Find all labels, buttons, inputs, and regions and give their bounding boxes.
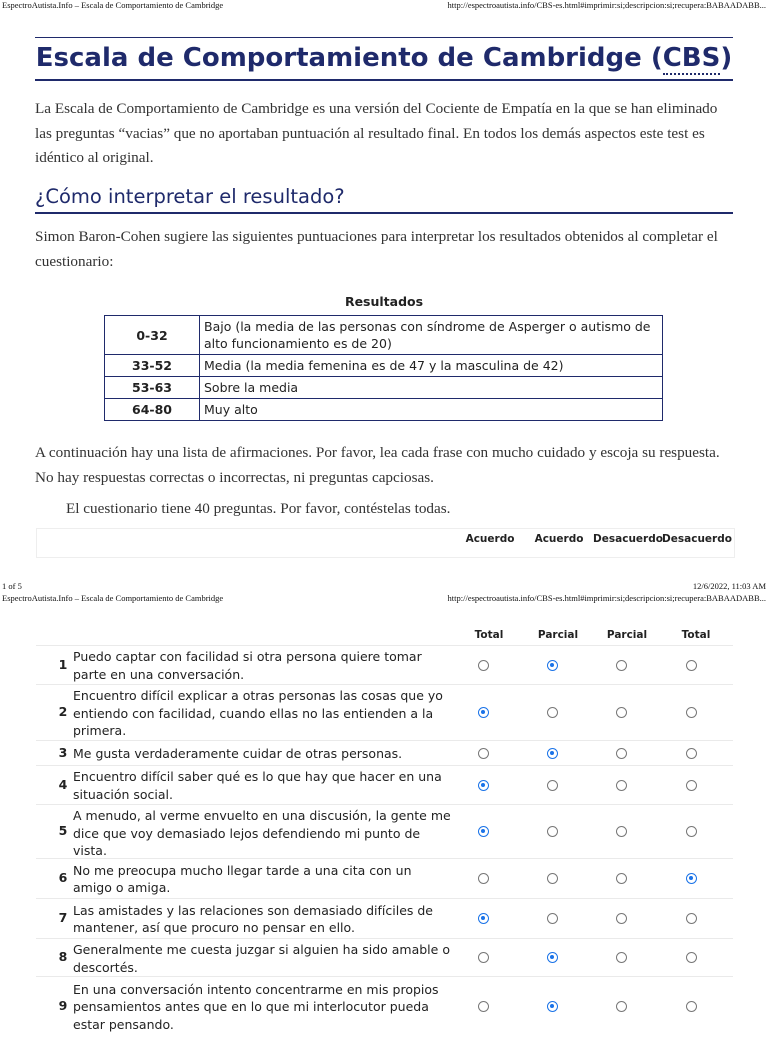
answer-radio[interactable] [616, 873, 627, 884]
answer-header-label: Desacuerdo [593, 533, 663, 545]
answer-radio[interactable] [478, 913, 489, 924]
answer-radio[interactable] [686, 913, 697, 924]
answer-radio[interactable] [478, 873, 489, 884]
answer-header-label: Acuerdo [465, 533, 515, 545]
header-url: http://espectroautista.info/CBS-es.html#imprimir:si;descripcion:si;recupera:BABAADABB... [447, 593, 766, 603]
question-text: Encuentro difícil explicar a otras personas las cosas que yo entiendo con facilidad, cuando ellas no las entienden a la primera. [73, 688, 443, 738]
question-row [36, 858, 733, 899]
answer-radio[interactable] [686, 826, 697, 837]
answer-radio[interactable] [547, 913, 558, 924]
results-row [105, 377, 663, 399]
question-number: 3 [58, 744, 68, 760]
results-row [105, 355, 663, 377]
instructions-paragraph: A continuación hay una lista de afirmaciones. Por favor, lea cada frase con mucho cuidado y escoja su respuesta. No hay respuestas correctas o incorrectas, ni preguntas capciosas. [35, 444, 720, 486]
footer-page-number: 1 of 5 [2, 581, 22, 591]
question-row [36, 804, 733, 859]
answer-radio[interactable] [478, 660, 489, 671]
answer-radio[interactable] [547, 707, 558, 718]
answer-header-label: Desacuerdo [662, 533, 732, 545]
answer-radio[interactable] [478, 748, 489, 759]
results-description: Muy alto [200, 399, 663, 421]
question-number: 4 [58, 776, 68, 792]
title-abbreviation: CBS [662, 43, 721, 73]
header-site-title: EspectroAutista.Info – Escala de Comportamiento de Cambridge [2, 0, 224, 10]
answer-radio[interactable] [547, 873, 558, 884]
answer-header-label: Acuerdo [534, 533, 584, 545]
answer-header-label: Total [681, 629, 711, 641]
page-title: Escala de Comportamiento de Cambridge (CBS) [35, 37, 733, 81]
question-text: Generalmente me cuesta juzgar si alguien ha sido amable o descortés. [73, 942, 450, 975]
question-row [36, 938, 733, 977]
question-text: Me gusta verdaderamente cuidar de otras personas. [73, 745, 403, 761]
page-footer [0, 581, 768, 592]
answer-header-label: Parcial [537, 629, 579, 641]
question-row [36, 645, 733, 685]
answer-radio[interactable] [478, 780, 489, 791]
question-number: 7 [58, 910, 68, 925]
question-number: 5 [58, 823, 68, 838]
results-description: Media (la media femenina es de 47 y la masculina de 42) [200, 355, 663, 377]
answer-radio[interactable] [547, 780, 558, 791]
question-row [36, 898, 733, 939]
answer-radio[interactable] [616, 780, 627, 791]
answer-radio[interactable] [686, 707, 697, 718]
answer-radio[interactable] [616, 913, 627, 924]
results-range: 64-80 [105, 399, 200, 421]
answer-radio[interactable] [686, 748, 697, 759]
question-count-note: El cuestionario tiene 40 preguntas. Por favor, contéstelas todas. [66, 500, 451, 517]
question-text: No me preocupa mucho llegar tarde a una cita con un amigo o amiga. [73, 862, 412, 895]
question-row [36, 765, 733, 805]
results-row [105, 316, 663, 355]
question-number: 8 [58, 949, 68, 964]
answer-radio[interactable] [478, 826, 489, 837]
answer-radio[interactable] [686, 1001, 697, 1012]
answer-radio[interactable] [478, 1001, 489, 1012]
answer-header-top [36, 528, 735, 558]
answer-radio[interactable] [547, 660, 558, 671]
intro-paragraph: La Escala de Comportamiento de Cambridge es una versión del Cociente de Empatía en la que se han eliminado las preguntas “vacias” que no aportaban puntuación al resultado final. En todos los demás aspectos este test es idéntico al original. [35, 100, 718, 166]
answer-radio[interactable] [686, 952, 697, 963]
interpret-paragraph: Simon Baron-Cohen sugiere las siguientes puntuaciones para interpretar los resultados obtenidos al completar el cuestionario: [35, 228, 718, 270]
page-header [0, 0, 768, 11]
question-number: 9 [58, 998, 68, 1013]
question-text: En una conversación intento concentrarme en mis propios pensamientos antes que en lo que mi interlocutor pueda estar pensando. [73, 981, 439, 1032]
question-text: A menudo, al verme envuelto en una discusión, la gente me dice que voy demasiado lejos defendiendo mi punto de vista. [73, 808, 451, 858]
answer-radio[interactable] [547, 826, 558, 837]
answer-radio[interactable] [686, 780, 697, 791]
question-text: Puedo captar con facilidad si otra persona quiere tomar parte en una conversación. [73, 649, 422, 682]
question-text: Las amistades y las relaciones son demasiado difíciles de mantener, así que procuro no pensar en ello. [73, 902, 433, 935]
question-number: 2 [58, 704, 68, 719]
results-caption: Resultados [344, 294, 424, 309]
answer-radio[interactable] [616, 1001, 627, 1012]
question-row [36, 976, 733, 1037]
question-row [36, 684, 733, 741]
answer-radio[interactable] [616, 707, 627, 718]
answer-radio[interactable] [616, 826, 627, 837]
answer-header-label: Total [474, 629, 504, 641]
answer-header-bottom [36, 627, 733, 643]
results-range: 53-63 [105, 377, 200, 399]
answer-radio[interactable] [547, 748, 558, 759]
answer-radio[interactable] [616, 952, 627, 963]
answer-radio[interactable] [686, 873, 697, 884]
results-description: Bajo (la media de las personas con síndrome de Asperger o autismo de alto funcionamiento es de 20) [200, 316, 663, 355]
question-row [36, 740, 733, 766]
answer-radio[interactable] [547, 1001, 558, 1012]
footer-datetime: 12/6/2022, 11:03 AM [692, 581, 766, 591]
answer-radio[interactable] [547, 952, 558, 963]
header-site-title: EspectroAutista.Info – Escala de Comportamiento de Cambridge [2, 593, 224, 603]
answer-radio[interactable] [478, 707, 489, 718]
page-header [0, 593, 768, 604]
results-range: 0-32 [105, 316, 200, 355]
question-number: 6 [58, 870, 68, 885]
answer-radio[interactable] [686, 660, 697, 671]
answer-header-label: Parcial [606, 629, 648, 641]
results-table [104, 315, 663, 421]
results-range: 33-52 [105, 355, 200, 377]
results-description: Sobre la media [200, 377, 663, 399]
question-number: 1 [58, 656, 68, 672]
results-row [105, 399, 663, 421]
section-heading: ¿Cómo interpretar el resultado? [35, 183, 733, 214]
answer-radio[interactable] [616, 748, 627, 759]
answer-radio[interactable] [478, 952, 489, 963]
header-url: http://espectroautista.info/CBS-es.html#imprimir:si;descripcion:si;recupera:BABAADABB... [447, 0, 766, 10]
question-text: Encuentro difícil saber qué es lo que hay que hacer en una situación social. [73, 769, 442, 802]
answer-radio[interactable] [616, 660, 627, 671]
